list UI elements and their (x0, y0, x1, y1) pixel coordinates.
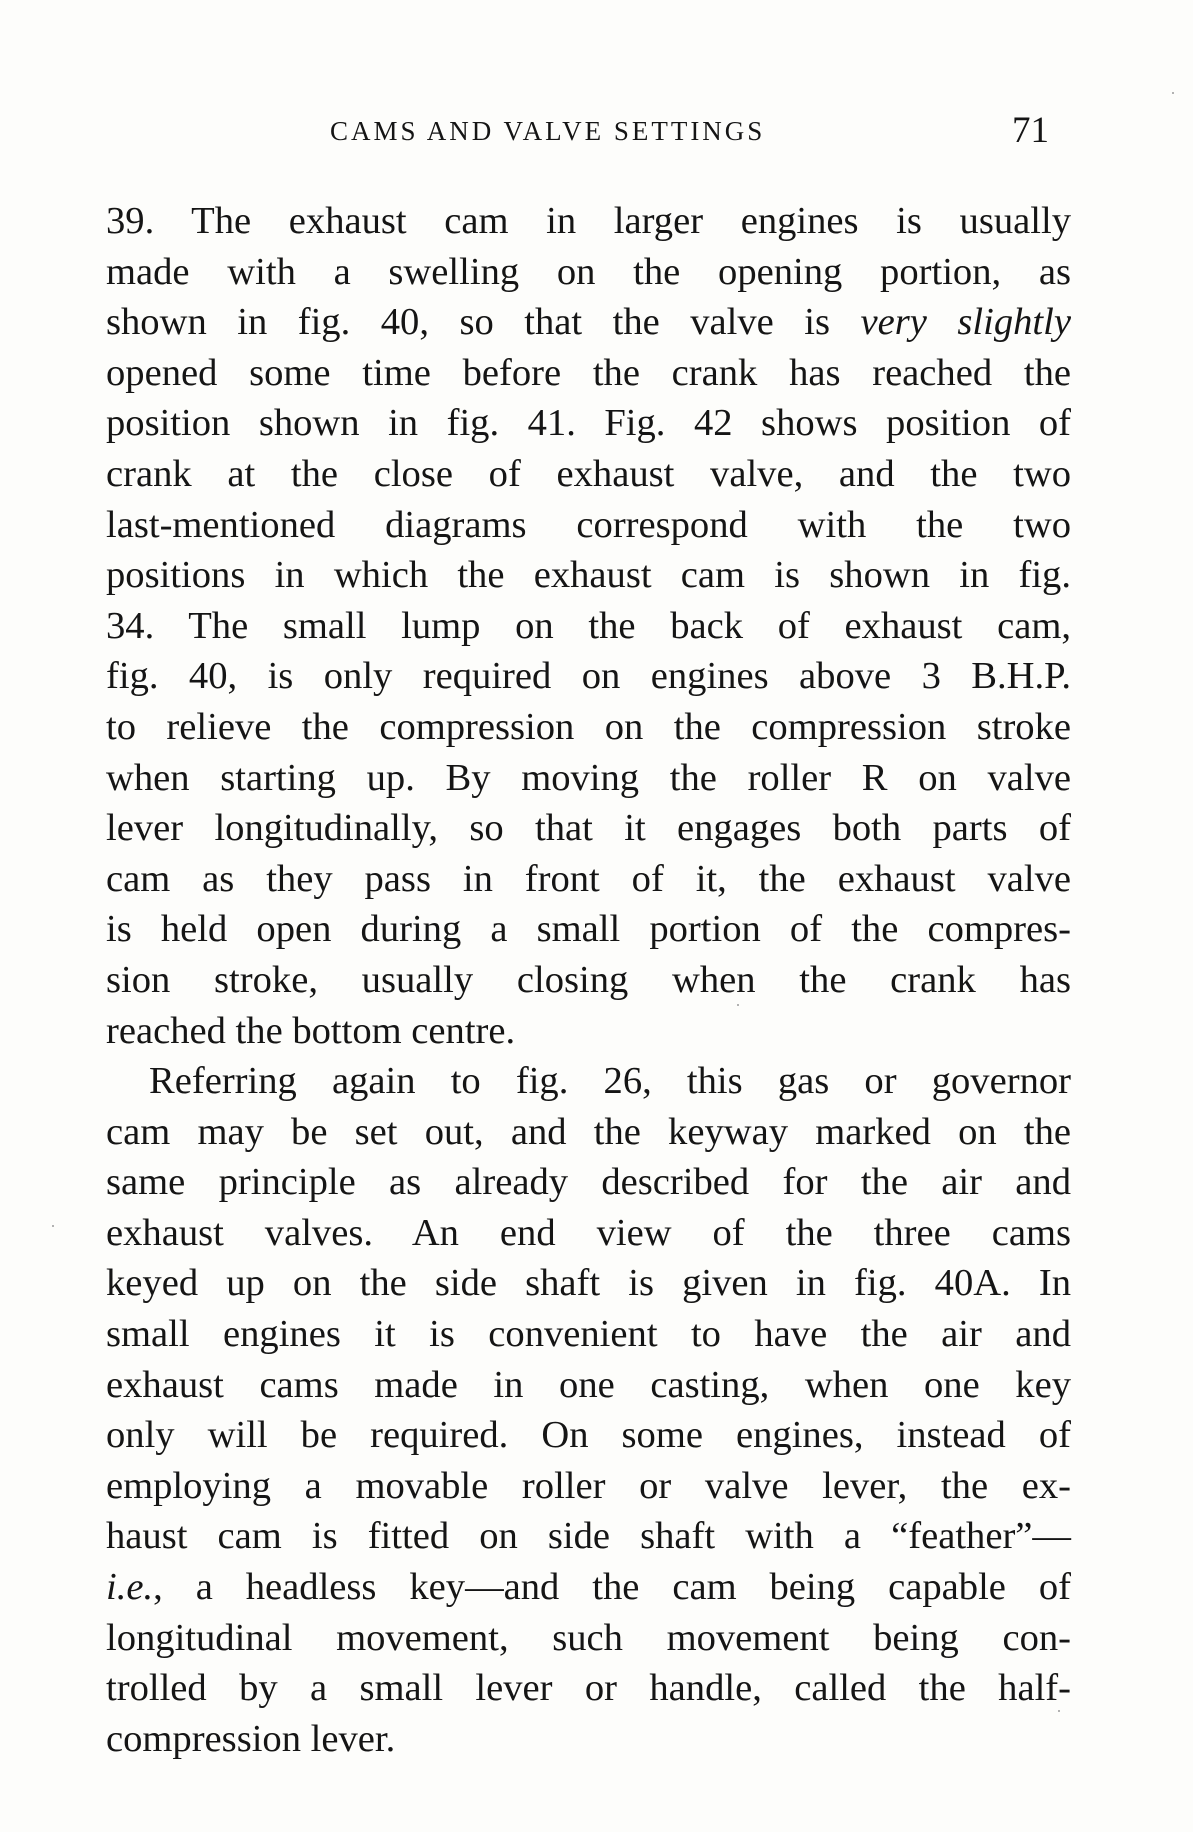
running-head-title: CAMS AND VALVE SETTINGS (330, 116, 766, 146)
text-line: is held open during a small portion of the compres- (106, 908, 1071, 951)
text-line: 34. The small lump on the back of exhaust cam, (106, 604, 1071, 647)
text-line: to relieve the compression on the compression stroke (106, 705, 1071, 748)
text-line: 39. The exhaust cam in larger engines is usually (106, 200, 1071, 242)
text-line: shown in fig. 40, so that the valve is very slightly (106, 301, 1071, 344)
text-line: i.e., a headless key—and the cam being capable of (106, 1566, 1071, 1609)
paragraph-39 (106, 196, 1071, 1056)
paper-speck (1172, 92, 1174, 94)
text-line: only will be required. On some engines, instead of (106, 1414, 1071, 1457)
paper-speck (52, 1225, 54, 1227)
text-line: compression lever. (106, 1717, 396, 1760)
text-line: positions in which the exhaust cam is shown in fig. (106, 554, 1071, 597)
italic-emphasis: very slightly (860, 301, 1071, 344)
text-line: Referring again to fig. 26, this gas or governor (149, 1060, 1071, 1103)
text-line: same principle as already described for the air and (106, 1161, 1071, 1204)
text-line: when starting up. By moving the roller R on valve (106, 756, 1071, 799)
paper-speck (737, 1004, 739, 1006)
text-line: exhaust cams made in one casting, when one key (106, 1363, 1071, 1406)
text-line: cam as they pass in front of it, the exhaust valve (106, 857, 1071, 900)
text-line: lever longitudinally, so that it engages both parts of (106, 807, 1071, 850)
text-line: haust cam is fitted on side shaft with a “feather”— (106, 1515, 1071, 1558)
text-line: fig. 40, is only required on engines above 3 B.H.P. (106, 655, 1071, 698)
text-line: employing a movable roller or valve lever, the ex- (106, 1464, 1071, 1507)
text-line: last-mentioned diagrams correspond with the two (106, 503, 1071, 546)
text-line: longitudinal movement, such movement being con- (106, 1616, 1071, 1659)
italic-abbreviation: i.e. (106, 1566, 154, 1609)
text-line: exhaust valves. An end view of the three cams (106, 1211, 1071, 1254)
text-line: crank at the close of exhaust valve, and the two (106, 452, 1071, 495)
page-number: 71 (1012, 110, 1049, 151)
text-line: made with a swelling on the opening portion, as (106, 250, 1071, 293)
text-line: reached the bottom centre. (106, 1009, 516, 1052)
paragraph-referring (106, 1056, 1071, 1764)
text-line: sion stroke, usually closing when the crank has (106, 958, 1071, 1001)
text-line: position shown in fig. 41. Fig. 42 shows position of (106, 402, 1071, 445)
text-line: cam may be set out, and the keyway marked on the (106, 1110, 1071, 1153)
body-text (106, 196, 1071, 1764)
paper-speck (1058, 1710, 1060, 1712)
text-line: small engines it is convenient to have the air and (106, 1313, 1071, 1356)
text-line: trolled by a small lever or handle, called the half- (106, 1667, 1071, 1710)
text-line: keyed up on the side shaft is given in fig. 40A. In (106, 1262, 1071, 1305)
text-line: opened some time before the crank has reached the (106, 351, 1071, 394)
